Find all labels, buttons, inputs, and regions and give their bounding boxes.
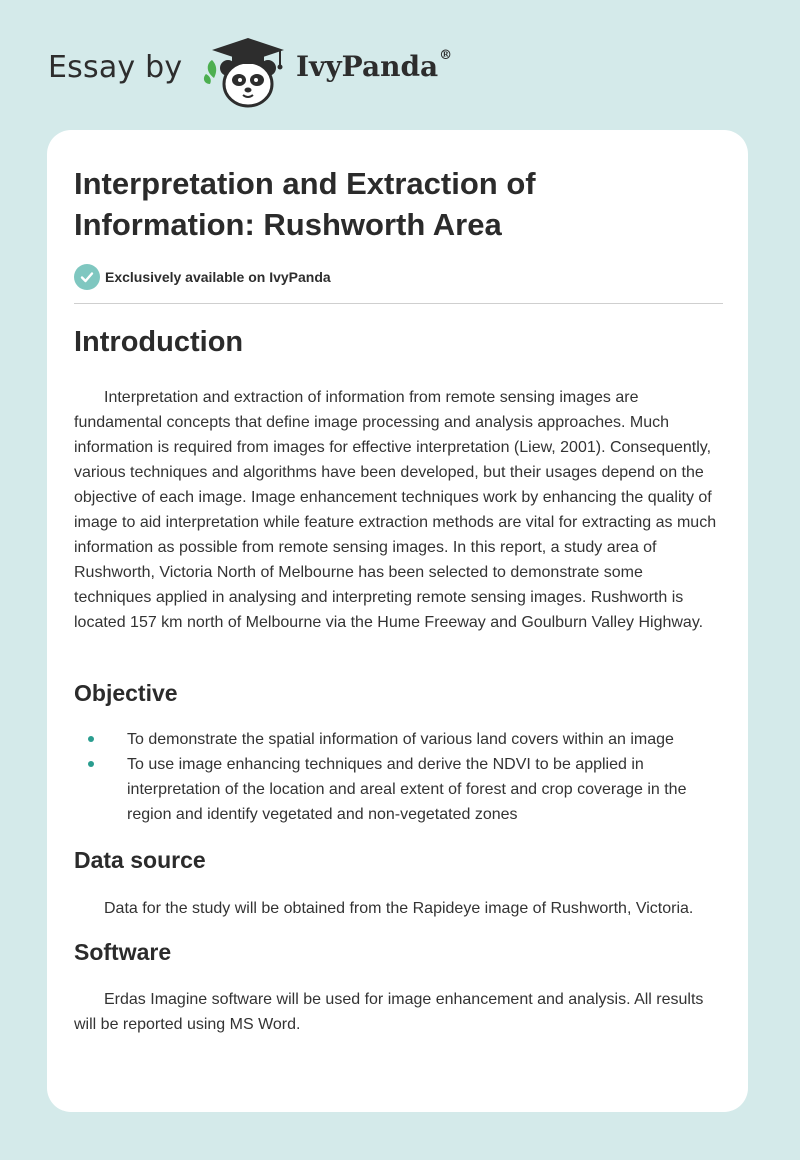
exclusive-badge xyxy=(74,264,331,290)
list-item: To use image enhancing techniques and derive the NDVI to be applied in interpretation of the location and areal extent of forest and crop coverage in the region and identify vegetated and non-vegetated zones xyxy=(74,752,724,827)
bullet-dot xyxy=(88,736,94,742)
software-heading: Software xyxy=(74,939,172,965)
data-source-heading: Data source xyxy=(74,847,206,873)
brand-name[interactable]: IvyPanda® xyxy=(296,48,453,83)
objective-list xyxy=(74,727,724,827)
title-divider xyxy=(74,303,723,304)
essay-by-label: Essay by xyxy=(48,50,183,85)
data-source-paragraph: Data for the study will be obtained from the Rapideye image of Rushworth, Victoria. xyxy=(104,900,694,917)
article-title: Interpretation and Extraction of Information: Rushworth Area xyxy=(74,166,536,242)
panda-graduate-icon[interactable] xyxy=(200,34,292,110)
registered-mark: ® xyxy=(439,48,453,63)
introduction-heading: Introduction xyxy=(74,326,244,358)
exclusive-badge-text: Exclusively available on IvyPanda xyxy=(105,269,331,285)
check-circle-icon xyxy=(74,264,100,290)
software-paragraph: Erdas Imagine software will be used for image enhancement and analysis. All results will be reported using MS Word. xyxy=(74,991,704,1033)
bullet-dot xyxy=(88,761,94,767)
introduction-paragraph: Interpretation and extraction of information from remote sensing images are fundamental concepts that define image processing and analysis approaches. Much information is required from images for effective interpretation (Liew, 2001). Consequently, various techniques and algorithms have been developed, but their usages depend on the objective of each image. Image enhancement techniques work by enhancing the quality of image to aid interpretation while feature extraction methods are vital for extracting as much information as possible from remote sensing images. In this report, a study area of Rushworth, Victoria North of Melbourne has been selected to demonstrate some techniques applied in analysing and interpreting remote sensing images. Rushworth is located 157 km north of Melbourne via the Hume Freeway and Goulburn Valley Highway. xyxy=(74,389,717,631)
article-card xyxy=(47,130,748,1112)
objective-heading: Objective xyxy=(74,680,178,706)
list-item: To demonstrate the spatial information of various land covers within an image xyxy=(74,727,724,752)
site-header xyxy=(0,0,800,130)
